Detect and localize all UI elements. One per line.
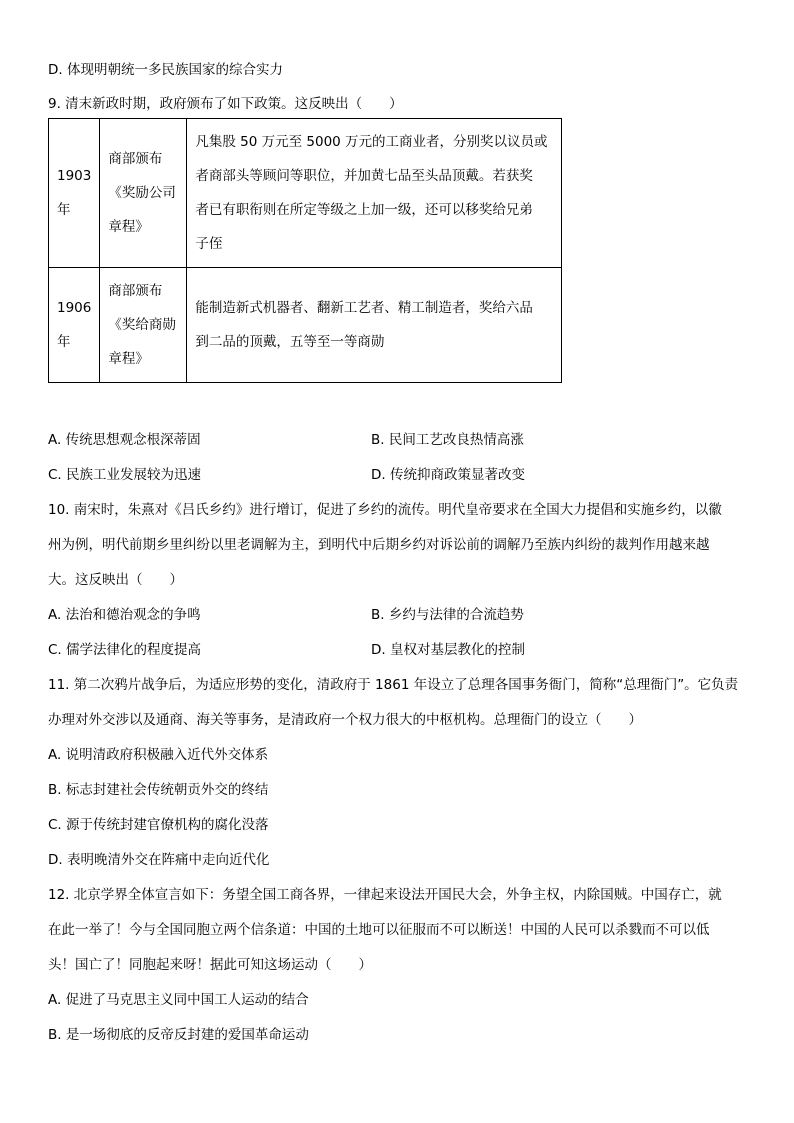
q12-option-b: B. 是一场彻底的反帝反封建的爱国革命运动 bbox=[48, 1027, 309, 1043]
q10-option-c: C. 儒学法律化的程度提高 bbox=[48, 642, 202, 658]
q9-policy-table bbox=[48, 118, 562, 383]
table-cell-content: 能制造新式机器者、翻新工艺者、精工制造者，奖给六品 到二品的顶戴，五等至一等商勋 bbox=[187, 268, 562, 383]
q10-option-b: B. 乡约与法律的合流趋势 bbox=[371, 607, 524, 623]
q12-stem-line: 在此一举了！今与全国同胞立两个信条道：中国的土地可以征服而不可以断送！中国的人民可以杀戮而不可以低 bbox=[48, 922, 710, 938]
q11-stem-line: 11. 第二次鸦片战争后，为适应形势的变化，清政府于 1861 年设立了总理各国事务衙门，简称“总理衙门”。它负责 bbox=[48, 677, 739, 693]
q10-stem-line: 10. 南宋时，朱熹对《吕氏乡约》进行增订，促进了乡约的流传。明代皇帝要求在全国大力提倡和实施乡约，以徽 bbox=[48, 502, 722, 518]
q9-option-c: C. 民族工业发展较为迅速 bbox=[48, 467, 202, 483]
table-row bbox=[49, 268, 562, 383]
table-cell-document: 商部颁布 《奖励公司 章程》 bbox=[100, 119, 187, 268]
q12-stem-line: 头！国亡了！同胞起来呀！据此可知这场运动（ ） bbox=[48, 957, 372, 973]
table-cell-document: 商部颁布 《奖给商勋 章程》 bbox=[100, 268, 187, 383]
q8-option-d: D. 体现明朝统一多民族国家的综合实力 bbox=[48, 62, 283, 78]
q11-stem-line: 办理对外交涉以及通商、海关等事务，是清政府一个权力很大的中枢机构。总理衙门的设立（ ） bbox=[48, 712, 642, 728]
q10-stem-line: 大。这反映出（ ） bbox=[48, 572, 183, 588]
table-cell-content: 凡集股 50 万元至 5000 万元的工商业者，分别奖以议员或 者商部头等顾问等职位，并加黄七品至头品顶戴。若获奖 者已有职衔则在所定等级之上加一级，还可以移奖给兄弟 子侄 bbox=[187, 119, 562, 268]
q9-option-a: A. 传统思想观念根深蒂固 bbox=[48, 432, 201, 448]
q10-option-a: A. 法治和德治观念的争鸣 bbox=[48, 607, 201, 623]
table-cell-year: 1906 年 bbox=[49, 268, 100, 383]
q11-option-a: A. 说明清政府积极融入近代外交体系 bbox=[48, 747, 269, 763]
q12-option-a: A. 促进了马克思主义同中国工人运动的结合 bbox=[48, 992, 309, 1008]
q9-stem: 9. 清末新政时期，政府颁布了如下政策。这反映出（ ） bbox=[48, 96, 403, 112]
q11-option-c: C. 源于传统封建官僚机构的腐化没落 bbox=[48, 817, 269, 833]
q11-option-b: B. 标志封建社会传统朝贡外交的终结 bbox=[48, 782, 269, 798]
q11-option-d: D. 表明晚清外交在阵痛中走向近代化 bbox=[48, 852, 270, 868]
q12-stem-line: 12. 北京学界全体宣言如下：务望全国工商各界，一律起来设法开国民大会，外争主权，内除国贼。中国存亡，就 bbox=[48, 887, 722, 903]
q9-option-d: D. 传统抑商政策显著改变 bbox=[371, 467, 525, 483]
q10-stem-line: 州为例，明代前期乡里纠纷以里老调解为主，到明代中后期乡约对诉讼前的调解乃至族内纠纷的裁判作用越来越 bbox=[48, 537, 710, 553]
table-cell-year: 1903 年 bbox=[49, 119, 100, 268]
table-row bbox=[49, 119, 562, 268]
q9-option-b: B. 民间工艺改良热情高涨 bbox=[371, 432, 524, 448]
q10-option-d: D. 皇权对基层教化的控制 bbox=[371, 642, 525, 658]
